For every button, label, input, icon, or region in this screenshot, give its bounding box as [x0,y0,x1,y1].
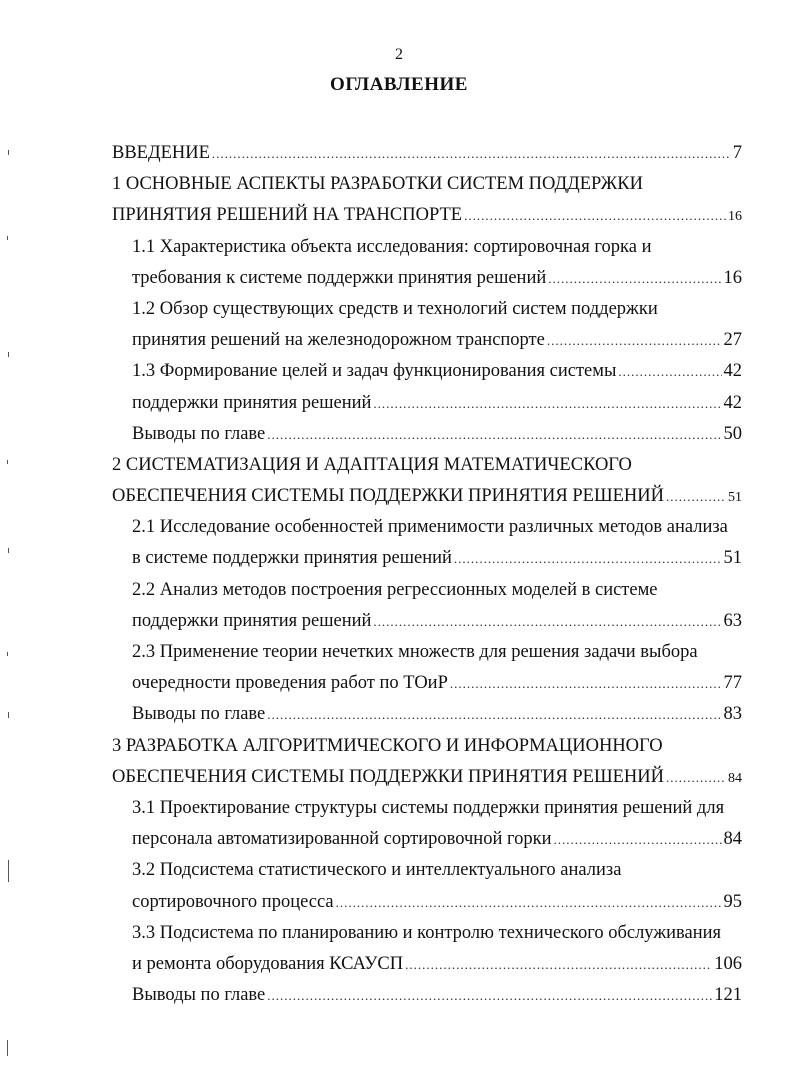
toc-entry-title: 1.3 Формирование целей и задач функционирования системы [132,361,617,382]
toc-leader-dots [267,980,712,1011]
toc-chapter[interactable] [112,731,742,793]
toc-entry-title: Выводы по главе [132,985,266,1006]
toc-entry-title: поддержки принятия решений [132,392,372,413]
toc-title: ОГЛАВЛЕНИЕ [330,74,468,95]
toc-entry-title: поддержки принятия решений [132,610,372,631]
toc-entry-title: 3.2 Подсистема статистического и интеллектуального анализа [132,860,622,881]
toc-entry-title: сортировочного процесса [132,891,334,912]
toc-page-number: 51 [728,490,742,506]
toc-section[interactable] [112,918,742,980]
toc-leader-dots [454,543,722,574]
toc-section[interactable] [112,388,742,419]
toc-page-number: 95 [723,891,742,912]
page-number: 2 [395,46,403,63]
scan-speck [7,652,8,656]
toc-page-number: 106 [714,953,742,974]
toc-page-number: 121 [714,985,742,1006]
toc-page-number: 83 [723,704,742,725]
toc-entry-title: 1.2 Обзор существующих средств и технологий систем поддержки [132,298,658,319]
toc-page-number: 63 [723,610,742,631]
toc-leader-dots [336,887,722,918]
scan-speck [8,352,9,357]
toc-entry-title: 2.1 Исследование особенностей применимости различных методов анализа [132,517,728,538]
toc-page-number: 16 [728,209,742,225]
toc-page-number: 50 [723,423,742,444]
toc-entry-title: ПРИНЯТИЯ РЕШЕНИЙ НА ТРАНСПОРТЕ [112,205,463,226]
toc-section[interactable] [112,232,742,294]
scan-speck [8,712,9,718]
toc-entry-title: 2.2 Анализ методов построения регрессионных моделей в системе [132,579,658,600]
toc-leader-dots [267,699,721,730]
toc-leader-dots [554,824,722,855]
toc-entry-title: персонала автоматизированной сортировочной горки [132,829,552,850]
toc-leader-dots [464,200,726,231]
scan-speck [8,860,9,882]
toc-section[interactable] [112,980,742,1011]
toc-page-number: 77 [723,673,742,694]
toc-leader-dots [548,263,721,294]
toc-leader-dots [450,668,722,699]
scan-speck [8,548,9,553]
toc-chapter[interactable] [112,450,742,512]
toc-page-number: 27 [723,330,742,351]
toc-page-number: 42 [723,392,742,413]
toc-page-number: 84 [723,829,742,850]
toc-entry-title: Выводы по главе [132,704,266,725]
toc-section[interactable] [112,575,742,637]
table-of-contents [112,138,742,1011]
toc-entry-title: 1 ОСНОВНЫЕ АСПЕКТЫ РАЗРАБОТКИ СИСТЕМ ПОДДЕРЖКИ [112,174,643,195]
toc-entry-title: 3 РАЗРАБОТКА АЛГОРИТМИЧЕСКОГО И ИНФОРМАЦИОННОГО [112,735,663,756]
toc-leader-dots [405,949,712,980]
toc-entry-title: Выводы по главе [132,423,266,444]
toc-entry-title: ОБЕСПЕЧЕНИЯ СИСТЕМЫ ПОДДЕРЖКИ ПРИНЯТИЯ РЕШЕНИЙ [112,486,664,507]
toc-entry-title: 3.1 Проектирование структуры системы поддержки принятия решений для [132,797,725,818]
toc-entry-title: 2 СИСТЕМАТИЗАЦИЯ И АДАПТАЦИЯ МАТЕМАТИЧЕСКОГО [112,454,632,475]
toc-leader-dots [267,419,721,450]
toc-page-number: 7 [732,143,742,163]
toc-entry-title: в системе поддержки принятия решений [132,548,452,569]
toc-leader-dots [373,388,721,419]
toc-section[interactable] [112,294,742,356]
toc-chapter[interactable] [112,138,742,169]
toc-section[interactable] [112,855,742,917]
toc-leader-dots [666,481,726,512]
toc-entry-title: и ремонта оборудования КСАУСП [132,953,404,974]
scan-speck [7,460,8,464]
scan-speck [7,236,8,240]
toc-entry-title: требования к системе поддержки принятия решений [132,267,547,288]
toc-section[interactable] [112,699,742,730]
toc-section[interactable] [112,356,742,387]
toc-section[interactable] [112,793,742,855]
toc-leader-dots [212,138,731,169]
toc-entry-title: 2.3 Применение теории нечетких множеств для решения задачи выбора [132,642,698,662]
toc-section[interactable] [112,637,742,699]
toc-chapter[interactable] [112,169,742,231]
toc-leader-dots [666,762,726,793]
toc-page-number: 16 [723,267,742,288]
toc-section[interactable] [112,512,742,574]
toc-leader-dots [618,356,721,387]
toc-entry-title: очередности проведения работ по ТОиР [132,673,448,694]
toc-entry-title: принятия решений на железнодорожном транспорте [132,330,545,351]
toc-entry-title: ОБЕСПЕЧЕНИЯ СИСТЕМЫ ПОДДЕРЖКИ ПРИНЯТИЯ РЕШЕНИЙ [112,766,664,787]
toc-leader-dots [547,325,722,356]
toc-section[interactable] [112,419,742,450]
scan-speck [8,150,9,155]
scan-speck [7,1040,8,1056]
toc-leader-dots [373,606,721,637]
toc-page-number: 84 [728,770,742,786]
toc-page-number: 51 [723,548,742,569]
toc-entry-title: ВВЕДЕНИЕ [112,143,210,163]
toc-entry-title: 1.1 Характеристика объекта исследования: сортировочная горка и [132,236,652,257]
toc-page-number: 42 [723,361,742,382]
toc-entry-title: 3.3 Подсистема по планированию и контролю технического обслуживания [132,922,722,943]
